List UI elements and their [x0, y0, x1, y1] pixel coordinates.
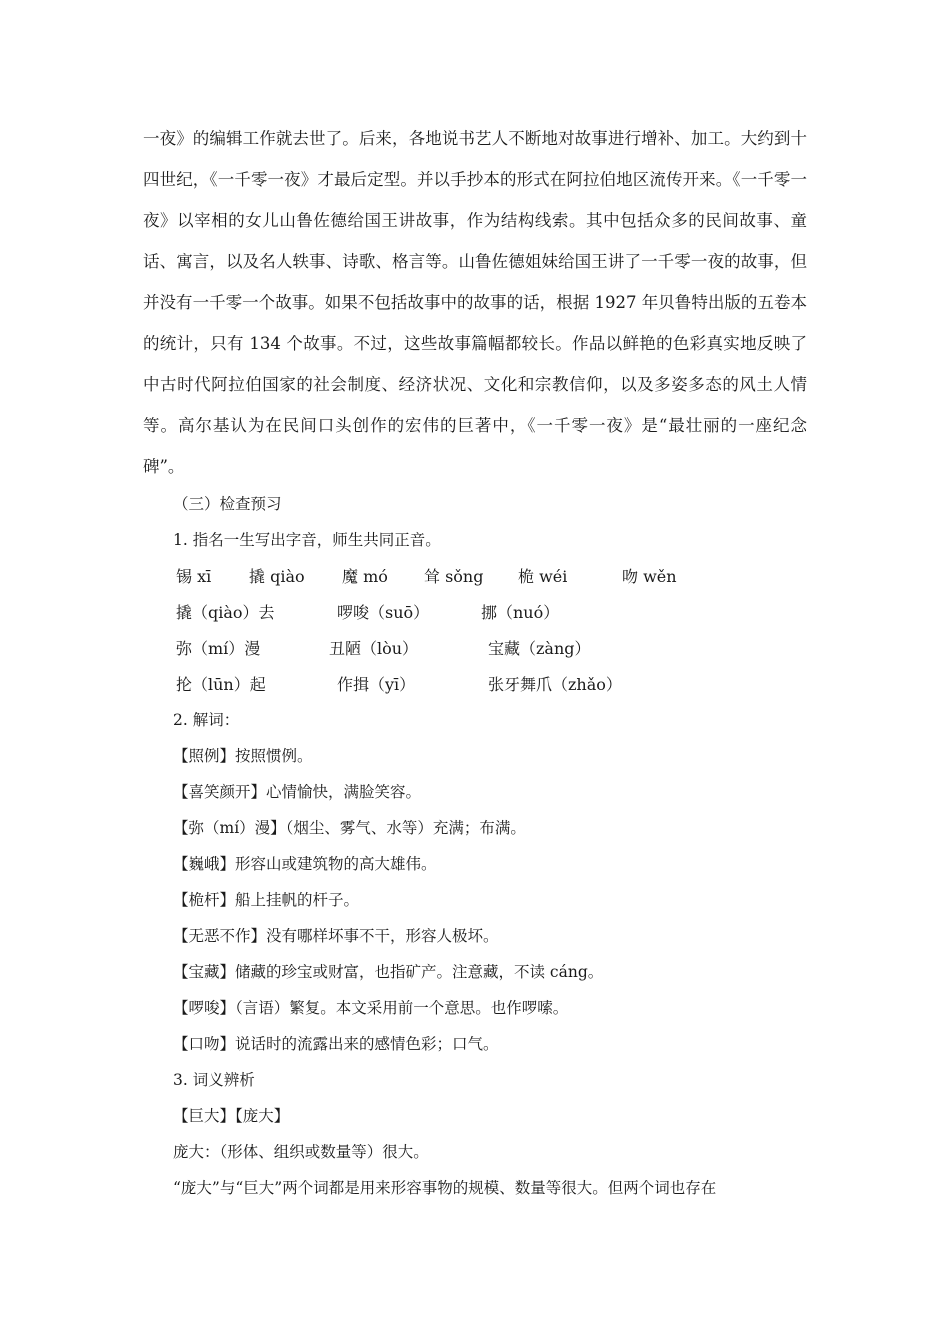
definition-item: 【照例】按照惯例。: [173, 747, 313, 765]
definition-item: 【弥（mí）漫】（烟尘、雾气、水等）充满；布满。: [173, 819, 526, 837]
pinyin-item: 锡 xī: [176, 567, 212, 586]
definition-item: 【啰唆】（言语）繁复。本文采用前一个意思。也作啰嗦。: [173, 999, 569, 1017]
definition-item: 【喜笑颜开】心情愉快，满脸笑容。: [173, 783, 422, 801]
item3-heading: 3. 词义辨析: [173, 1071, 255, 1089]
pinyin-item: 桅 wéi: [518, 567, 568, 586]
pinyin-item: 耸 sǒng: [424, 567, 484, 586]
pinyin-item: 挪（nuó）: [481, 603, 560, 622]
pinyin-row-3: [0, 636, 800, 656]
definition-item: 【宝藏】储藏的珍宝或财富，也指矿产。注意藏，不读 cáng。: [173, 963, 604, 981]
pinyin-item: 撬（qiào）去: [176, 603, 275, 622]
pinyin-item: 弥（mí）漫: [176, 639, 261, 658]
pinyin-item: 张牙舞爪（zhǎo）: [488, 675, 622, 694]
pinyin-item: 丑陋（lòu）: [329, 639, 419, 658]
pinyin-item: 作揖（yī）: [337, 675, 416, 694]
item1-heading: 1. 指名一生写出字音，师生共同正音。: [173, 531, 441, 549]
definition-item: 【巍峨】形容山或建筑物的高大雄伟。: [173, 855, 437, 873]
item2-heading: 2. 解词：: [173, 711, 240, 729]
compare-text: “庞大”与“巨大”两个词都是用来形容事物的规模、数量等很大。但两个词也存在: [173, 1179, 717, 1197]
compare-heading: 【巨大】【庞大】: [173, 1107, 290, 1125]
intro-text: 一夜》的编辑工作就去世了。后来，各地说书艺人不断地对故事进行增补、加工。大约到十四世纪，《一千零一夜》才最后定型。并以手抄本的形式在阿拉伯地区流传开来。《一千零一夜》以宰相的女儿山鲁佐德给国王讲故事，作为结构线索。其中包括众多的民间故事、童话、寓言，以及名人轶事、诗歌、格言等。山鲁佐德姐妹给国王讲了一千零一夜的故事，但并没有一千零一个故事。如果不包括故事中的故事的话，根据 1927 年贝鲁特出版的五卷本的统计，只有 134 个故事。不过，这些故事篇幅都较长。作品以鲜艳的色彩真实地反映了中古时代阿拉伯国家的社会制度、经济状况、文化和宗教信仰，以及多姿多态的风土人情等。高尔基认为在民间口头创作的宏伟的巨著中，《一千零一夜》是“最壮丽的一座纪念碑”。: [143, 129, 807, 476]
pinyin-item: 魔 mó: [342, 567, 388, 586]
compare-definition: 庞大：（形体、组织或数量等）很大。: [173, 1143, 429, 1161]
intro-paragraph: [143, 118, 807, 487]
pinyin-row-2: [0, 600, 800, 620]
pinyin-item: 抡（lūn）起: [176, 675, 266, 694]
pinyin-item: 宝藏（zàng）: [488, 639, 591, 658]
definition-item: 【桅杆】船上挂帆的杆子。: [173, 891, 360, 909]
pinyin-row-1: [0, 564, 800, 584]
section-heading: （三）检查预习: [173, 495, 282, 513]
pinyin-item: 啰唆（suō）: [337, 603, 430, 622]
pinyin-item: 吻 wěn: [622, 567, 677, 586]
definition-item: 【无恶不作】没有哪样坏事不干，形容人极坏。: [173, 927, 499, 945]
definition-item: 【口吻】说话时的流露出来的感情色彩；口气。: [173, 1035, 499, 1053]
pinyin-item: 撬 qiào: [249, 567, 305, 586]
pinyin-row-4: [0, 672, 800, 692]
